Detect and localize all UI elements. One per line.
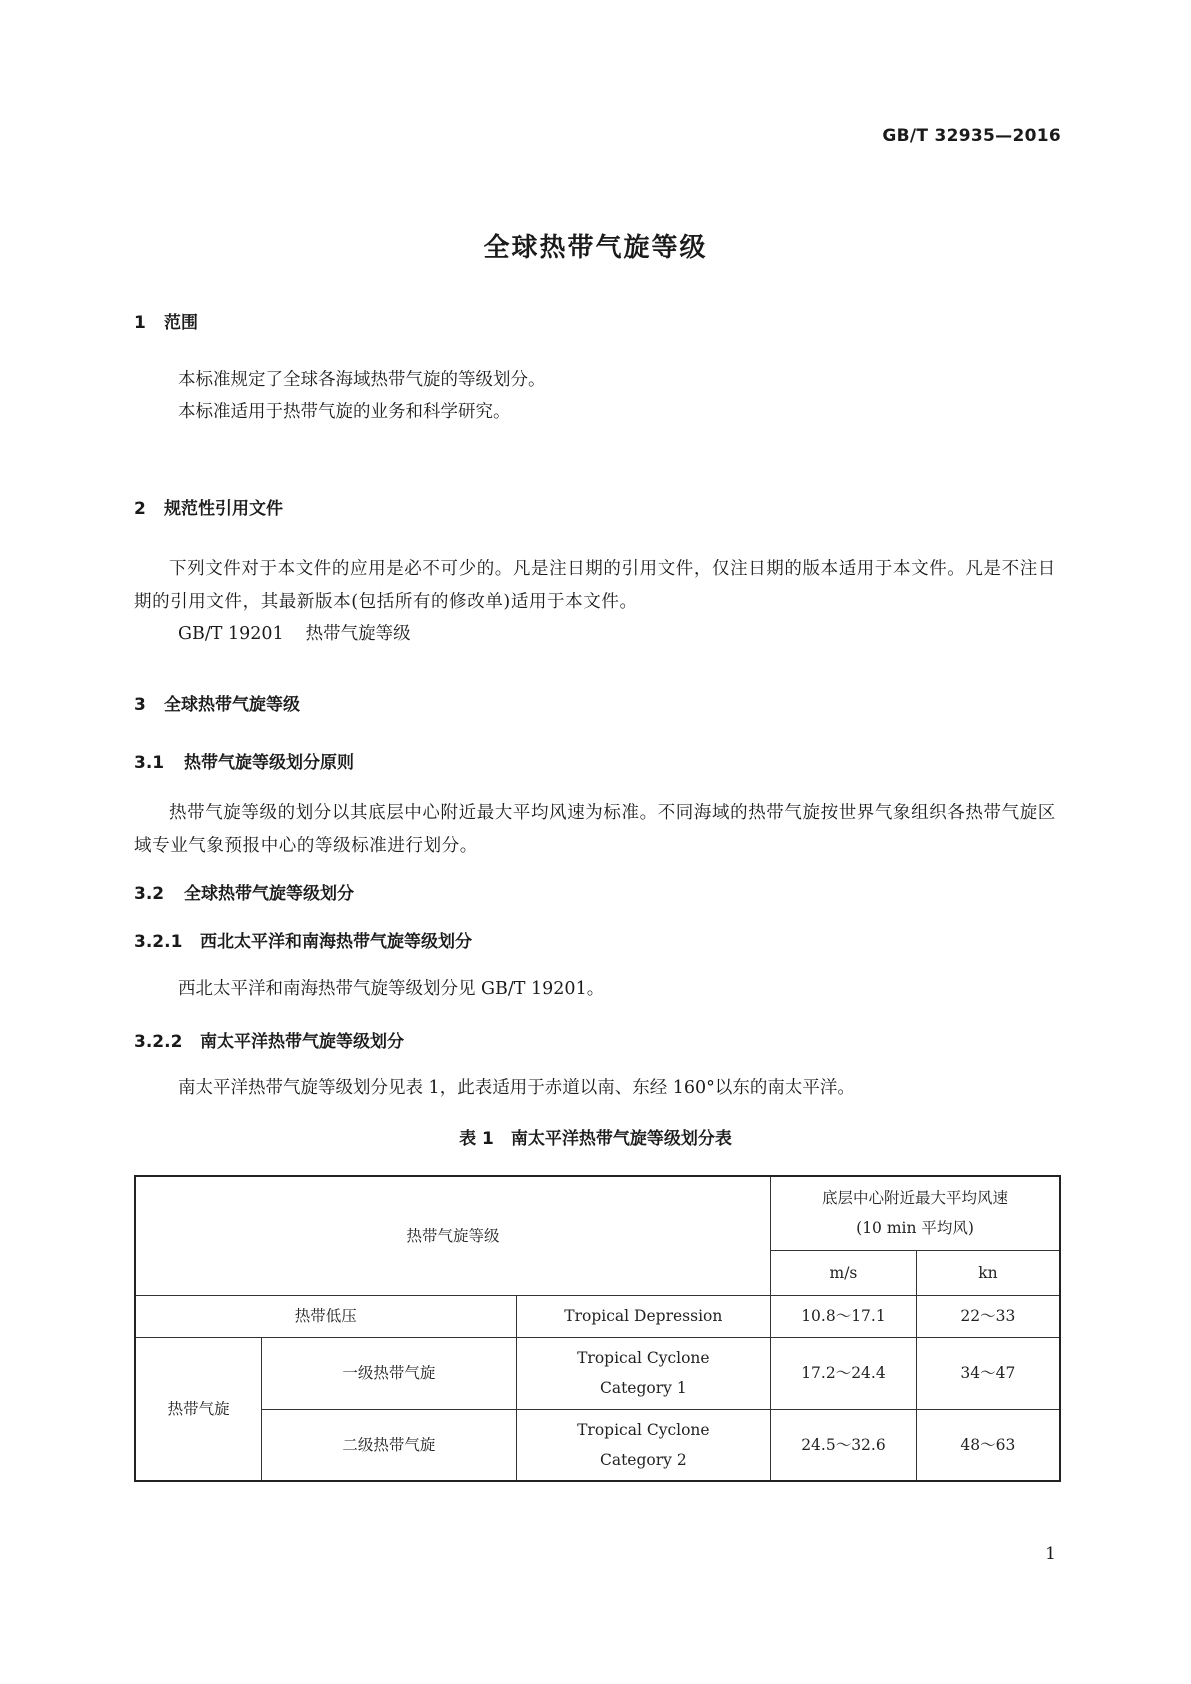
section-title: 范围 xyxy=(164,313,198,333)
section-title: 南太平洋热带气旋等级划分 xyxy=(200,1032,404,1052)
row-depression-ms: 10.8～17.1 xyxy=(771,1295,917,1337)
row-depression-cn: 热带低压 xyxy=(135,1295,516,1337)
section-3-2-1-heading xyxy=(134,927,472,952)
section-number: 3.2.1 xyxy=(134,932,183,952)
section-title: 全球热带气旋等级 xyxy=(164,695,300,715)
header-unit-kn: kn xyxy=(916,1250,1060,1295)
section-number: 2 xyxy=(134,499,146,519)
table-1-caption: 表 1 南太平洋热带气旋等级划分表 xyxy=(459,1129,732,1149)
row-cat2-cn: 二级热带气旋 xyxy=(262,1409,516,1481)
section-number: 3 xyxy=(134,695,146,715)
row-depression-kn: 22～33 xyxy=(916,1295,1060,1337)
section-2-paragraph: 下列文件对于本文件的应用是必不可少的。凡是注日期的引用文件，仅注日期的版本适用于本文件。凡是不注日期的引用文件，其最新版本(包括所有的修改单)适用于本文件。 xyxy=(134,559,1056,612)
section-3-1-heading xyxy=(134,748,354,773)
table-header-row xyxy=(135,1176,1060,1250)
row-cat2-kn: 48～63 xyxy=(916,1409,1060,1481)
document-title: 全球热带气旋等级 xyxy=(483,233,708,263)
row-cat1-kn: 34～47 xyxy=(916,1337,1060,1409)
header-wind-speed xyxy=(771,1176,1060,1250)
page-number: 1 xyxy=(1045,1544,1056,1564)
header-grade: 热带气旋等级 xyxy=(135,1176,771,1295)
row-cat2-en xyxy=(516,1409,771,1481)
row-cat2-en-line-1: Tropical Cyclone xyxy=(577,1420,710,1439)
section-3-2-2-heading xyxy=(134,1027,404,1052)
header-unit-ms: m/s xyxy=(771,1250,917,1295)
header-wind-line-2: (10 min 平均风) xyxy=(856,1219,974,1238)
section-number: 1 xyxy=(134,313,146,333)
section-3-heading xyxy=(134,690,300,715)
normative-reference xyxy=(178,618,411,651)
row-group-label: 热带气旋 xyxy=(135,1337,262,1481)
section-title: 西北太平洋和南海热带气旋等级划分 xyxy=(200,932,472,952)
section-3-1-paragraph: 热带气旋等级的划分以其底层中心附近最大平均风速为标准。不同海域的热带气旋按世界气象组织各热带气旋区域专业气象预报中心的等级标准进行划分。 xyxy=(134,803,1056,856)
row-cat1-cn: 一级热带气旋 xyxy=(262,1337,516,1409)
row-cat2-en-line-2: Category 2 xyxy=(599,1450,687,1469)
section-1-heading xyxy=(134,308,198,333)
section-3-2-heading xyxy=(134,879,354,904)
header-wind-line-1: 底层中心附近最大平均风速 xyxy=(822,1189,1009,1208)
section-number: 3.2 xyxy=(134,884,165,904)
section-title: 全球热带气旋等级划分 xyxy=(184,884,354,904)
table-row xyxy=(135,1295,1060,1337)
row-cat1-ms: 17.2～24.4 xyxy=(771,1337,917,1409)
section-2-heading xyxy=(134,494,283,519)
section-3-2-2-paragraph: 南太平洋热带气旋等级划分见表 1，此表适用于赤道以南、东经 160°以东的南太平洋。 xyxy=(178,1078,855,1098)
section-number: 3.1 xyxy=(134,753,165,773)
row-cat1-en-line-2: Category 1 xyxy=(599,1379,687,1397)
row-cat1-en xyxy=(516,1337,771,1409)
section-number: 3.2.2 xyxy=(134,1032,183,1052)
row-depression-en: Tropical Depression xyxy=(516,1295,771,1337)
standard-code: GB/T 32935—2016 xyxy=(882,126,1061,146)
reference-code: GB/T 19201 xyxy=(178,624,284,644)
table-row xyxy=(135,1409,1060,1481)
row-cat1-en-line-1: Tropical Cyclone xyxy=(577,1349,710,1367)
reference-name: 热带气旋等级 xyxy=(305,624,411,644)
section-title: 规范性引用文件 xyxy=(164,499,283,519)
table-row xyxy=(135,1337,1060,1409)
row-cat2-ms: 24.5～32.6 xyxy=(771,1409,917,1481)
table-1 xyxy=(134,1175,1061,1482)
section-3-2-1-paragraph: 西北太平洋和南海热带气旋等级划分见 GB/T 19201。 xyxy=(178,979,605,999)
section-title: 热带气旋等级划分原则 xyxy=(184,753,354,773)
section-1-paragraph-1: 本标准规定了全球各海域热带气旋的等级划分。 xyxy=(178,370,546,390)
section-1-paragraph-2: 本标准适用于热带气旋的业务和科学研究。 xyxy=(178,402,511,422)
